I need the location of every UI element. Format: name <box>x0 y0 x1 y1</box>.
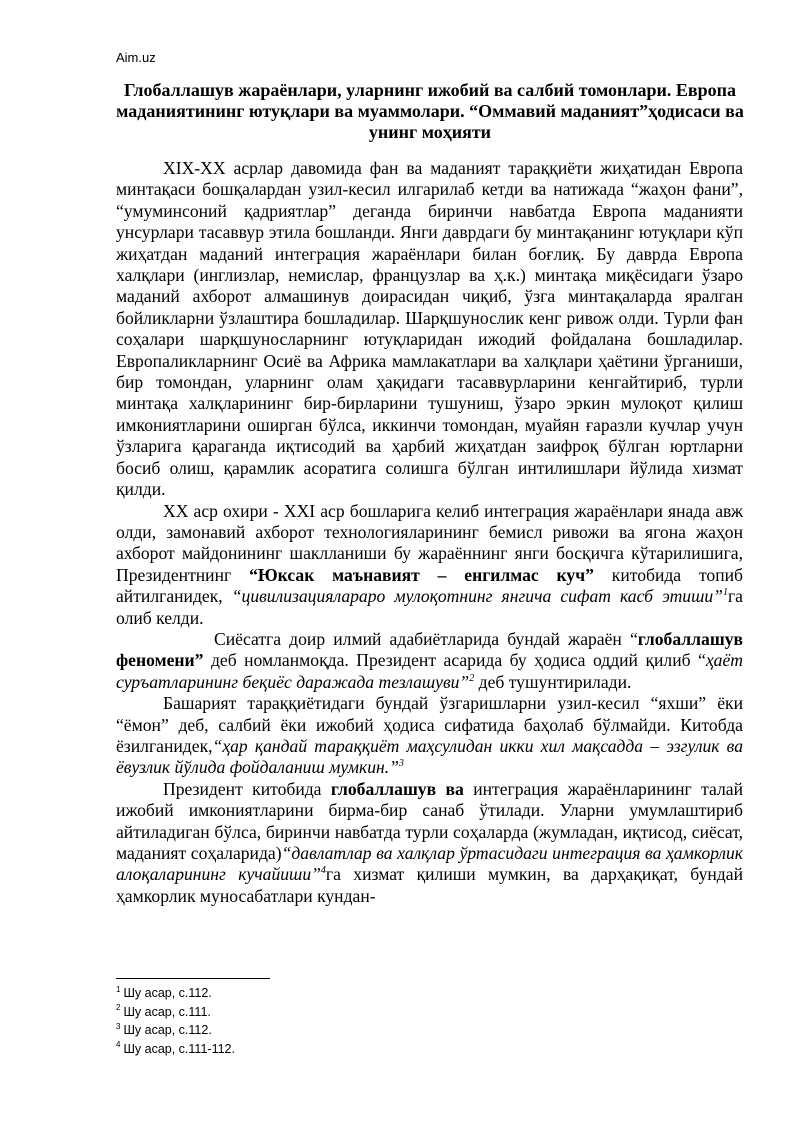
p3-text-c: деб номланмоқда. Президент асарида бу ҳодиса оддий қилиб “ <box>203 650 706 671</box>
book-title: “Юксак маънавият – енгилмас куч” <box>249 564 594 585</box>
footnote-ref-3: 3 <box>398 758 404 770</box>
p5-text-a: Президент китобида <box>163 778 331 799</box>
p3-term: глобаллашув феномени” <box>116 628 743 671</box>
p2-text-c: китобида топиб айтилганидек, <box>116 564 743 607</box>
p2-text-a: XX аср охири - XXI аср бошларига келиб интеграция жараёнлари янада авж олди, замонавий ахборот технологияларининг бемисл ривожи ва ягона жаҳон ахборот майдонининг шаклланиши бу жараённинг янги босқичга кўтарилишига, Президентнинг <box>116 500 743 585</box>
paragraph-3 <box>116 629 743 693</box>
p5-quote: “давлатлар ва халқлар ўртасидаги интеграция ва ҳамкорлик алоқаларининг кучайиши” <box>116 843 743 885</box>
footnote-separator <box>116 978 270 979</box>
document-body <box>116 158 743 907</box>
footnotes <box>116 984 235 1058</box>
footnote-ref-1: 1 <box>722 587 728 599</box>
p4-quote: “ҳар қандай тараққиёт маҳсулидан икки хил мақсадда – эзгулик ва ёвузлик йўлида фойдаланиш мумкин.” <box>116 735 743 778</box>
p4-text-a: Башарият тараққиётидаги бундай ўзгаришларни узил-кесил “яхши” ёки “ёмон” деб, салбий ёки ижобий ҳодиса сифатида баҳолаб бўлмайди. Китобда ёзилганидек, <box>116 693 743 756</box>
footnote-number: 4 <box>116 1040 121 1050</box>
site-name: Aim.uz <box>116 50 156 65</box>
footnote-item <box>116 1021 235 1040</box>
p3-text-e: деб тушунтирилади. <box>474 671 632 692</box>
paragraph-4 <box>116 693 743 779</box>
footnote-number: 3 <box>116 1021 121 1031</box>
footnote-number: 2 <box>116 1003 121 1013</box>
p2-quote: “цивилизациялараро мулоқотнинг янгича сифат касб этиши” <box>231 586 723 607</box>
footnote-item <box>116 984 235 1003</box>
footnote-text: Шу асар, с.111. <box>123 1004 211 1019</box>
p3-quote: ҳаёт суръатларининг беқиёс даражада тезлашуви” <box>116 650 743 692</box>
footnote-item <box>116 1003 235 1022</box>
paragraph-5 <box>116 779 743 907</box>
p5-term: глобаллашув ва <box>330 778 464 799</box>
paragraph-2 <box>116 501 743 629</box>
p2-text-e: га олиб келди. <box>116 586 743 628</box>
paragraph-1: XIX-XX асрлар давомида фан ва маданият тараққиёти жиҳатидан Европа минтақаси бошқалардан узил-кесил илгарилаб кетди ва натижада “жаҳон фани”, “умуминсоний қадриятлар” деганда биринчи навбатда Европа маданияти унсурлари тасаввур этила бошланди. Янги даврдаги бу минтақанинг ютуқлари кўп жиҳатдан маданий интеграция жараёнлари билан боғлиқ. Бу даврда Европа халқлари (инглизлар, немислар, французлар ва ҳ.к.) минтақа миқёсидаги ўзаро маданий ахборот алмашинув доирасидан чиқиб, ўзга минтақаларда яралган бойликларни ўзлаштира бошладилар. Шарқшунослик кенг ривож олди. Турли фан соҳалари шарқшуносларнинг ютуқларидан ижодий фойдалана бошладилар. Европаликларнинг Осиё ва Африка мамлакатлари ва халқлари ҳаётини ўрганиши, бир томондан, уларнинг олам ҳақидаги тасаввурларини кенгайтириб, турли минтақа халқларининг бир-бирларини тушуниш, ўзаро эркин мулоқот қилиш имкониятларини оширган бўлса, иккинчи томондан, муайян ғаразли кучлар учун ўзларига қараганда иқтисодий ва ҳарбий жиҳатдан заифроқ бўлган юртларни босиб олиш, қарамлик асоратига солишга бўлган интилишлари йўлида хизмат қилди. <box>116 158 743 500</box>
footnote-number: 1 <box>116 984 121 994</box>
p5-text-c: интеграция жараёнларининг талай ижобий имкониятларини бирма-бир санаб ўтилади. Уларни умумлаштириб айтиладиган бўлса, биринчи навбатда турли соҳаларда (жумладан, иқтисод, сиёсат, маданият соҳаларида) <box>116 778 744 863</box>
footnote-text: Шу асар, с.112. <box>123 1023 212 1037</box>
document-title: Глобаллашув жараёнлари, уларнинг ижобий ва салбий томонлари. Европа маданиятининг ютуқлари ва муаммолари. “Оммавий маданият”ҳодисаси ва унинг моҳияти <box>116 80 744 142</box>
footnote-ref-2: 2 <box>469 672 475 684</box>
p3-text-a: Сиёсатга доир илмий адабиётларида бундай жараён “ <box>214 628 638 649</box>
p5-text-e: га хизмат қилиши мумкин, ва дарҳақиқат, бундай ҳамкорлик муносабатлари кундан- <box>116 864 743 906</box>
footnote-item <box>116 1040 235 1059</box>
footnote-text: Шу асар, с.111-112. <box>123 1041 235 1056</box>
footnote-text: Шу асар, с.112. <box>123 986 212 1000</box>
footnote-ref-4: 4 <box>320 865 326 877</box>
